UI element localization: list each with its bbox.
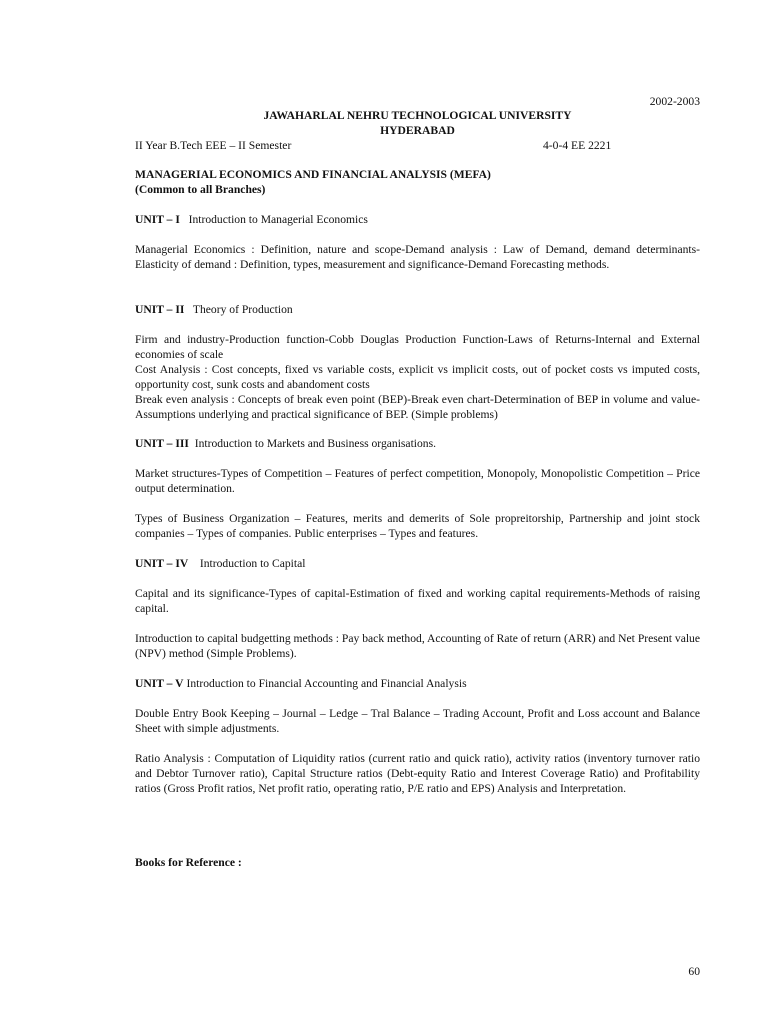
unit-number: UNIT – V (135, 677, 184, 690)
subject-note: (Common to all Branches) (135, 183, 266, 196)
unit-paragraph: Managerial Economics : Definition, nature and scope-Demand analysis : Law of Demand, demand determinants-Elasticity of demand : Definition, types, measurement and significance-Demand Forecasting methods. (135, 243, 700, 271)
unit-title: Introduction to Managerial Economics (188, 213, 368, 226)
unit-number: UNIT – III (135, 437, 189, 450)
unit-paragraph: Market structures-Types of Competition – Features of perfect competition, Monopoly, Monopolistic Competition – Price output determination. (135, 467, 700, 495)
subject-title: MANAGERIAL ECONOMICS AND FINANCIAL ANALYSIS (MEFA) (135, 168, 491, 181)
unit-title: Introduction to Financial Accounting and Financial Analysis (186, 677, 467, 690)
course-code: 4-0-4 EE 2221 (543, 139, 612, 152)
books-reference-heading: Books for Reference : (135, 856, 242, 869)
unit-paragraph: Types of Business Organization – Features, merits and demerits of Sole propreitorship, Partnership and joint stock companies – Types of companies. Public enterprises – Types and features. (135, 512, 700, 540)
unit-number: UNIT – IV (135, 557, 189, 570)
unit-paragraph: Break even analysis : Concepts of break even point (BEP)-Break even chart-Determination of BEP in volume and value-Assumptions underlying and practical significance of BEP. (Simple problems) (135, 393, 700, 421)
unit-heading (135, 676, 700, 691)
page-number: 60 (688, 965, 700, 978)
unit-paragraph: Introduction to capital budgetting methods : Pay back method, Accounting of Rate of return (ARR) and Net Present value (NPV) method (Simple Problems). (135, 632, 700, 660)
university-name: JAWAHARLAL NEHRU TECHNOLOGICAL UNIVERSITY (263, 109, 572, 122)
unit-paragraph: Ratio Analysis : Computation of Liquidity ratios (current ratio and quick ratio), activity ratios (inventory turnover ratio and Debtor Turnover ratio), Capital Structure ratios (Debt-equity Ratio and Interest Coverage Ratio) and Profitability ratios (Gross Profit ratios, Net profit ratio, operating ratio, P/E ratio and EPS) Analysis and Interpretation. (135, 752, 700, 795)
unit-heading (135, 212, 700, 227)
university-city: HYDERABAD (380, 124, 455, 137)
unit-title: Introduction to Markets and Business organisations. (194, 437, 437, 450)
unit-number: UNIT – I (135, 213, 180, 226)
unit-paragraph: Double Entry Book Keeping – Journal – Ledge – Tral Balance – Trading Account, Profit and Loss account and Balance Sheet with simple adjustments. (135, 707, 700, 735)
unit-heading (135, 436, 700, 451)
unit-heading (135, 302, 700, 317)
semester-line (135, 138, 700, 153)
academic-year: 2002-2003 (649, 95, 700, 108)
unit-paragraph: Cost Analysis : Cost concepts, fixed vs variable costs, explicit vs implicit costs, out of pocket costs vs imputed costs, opportunity cost, sunk costs and abandoment costs (135, 363, 700, 391)
unit-paragraph: Capital and its significance-Types of capital-Estimation of fixed and working capital requirements-Methods of raising capital. (135, 587, 700, 615)
unit-title: Introduction to Capital (199, 557, 306, 570)
unit-title: Theory of Production (192, 303, 293, 316)
unit-heading (135, 556, 700, 571)
unit-paragraph: Firm and industry-Production function-Cobb Douglas Production Function-Laws of Returns-Internal and External economies of scale (135, 333, 700, 361)
unit-number: UNIT – II (135, 303, 185, 316)
semester-label: II Year B.Tech EEE – II Semester (135, 139, 292, 152)
